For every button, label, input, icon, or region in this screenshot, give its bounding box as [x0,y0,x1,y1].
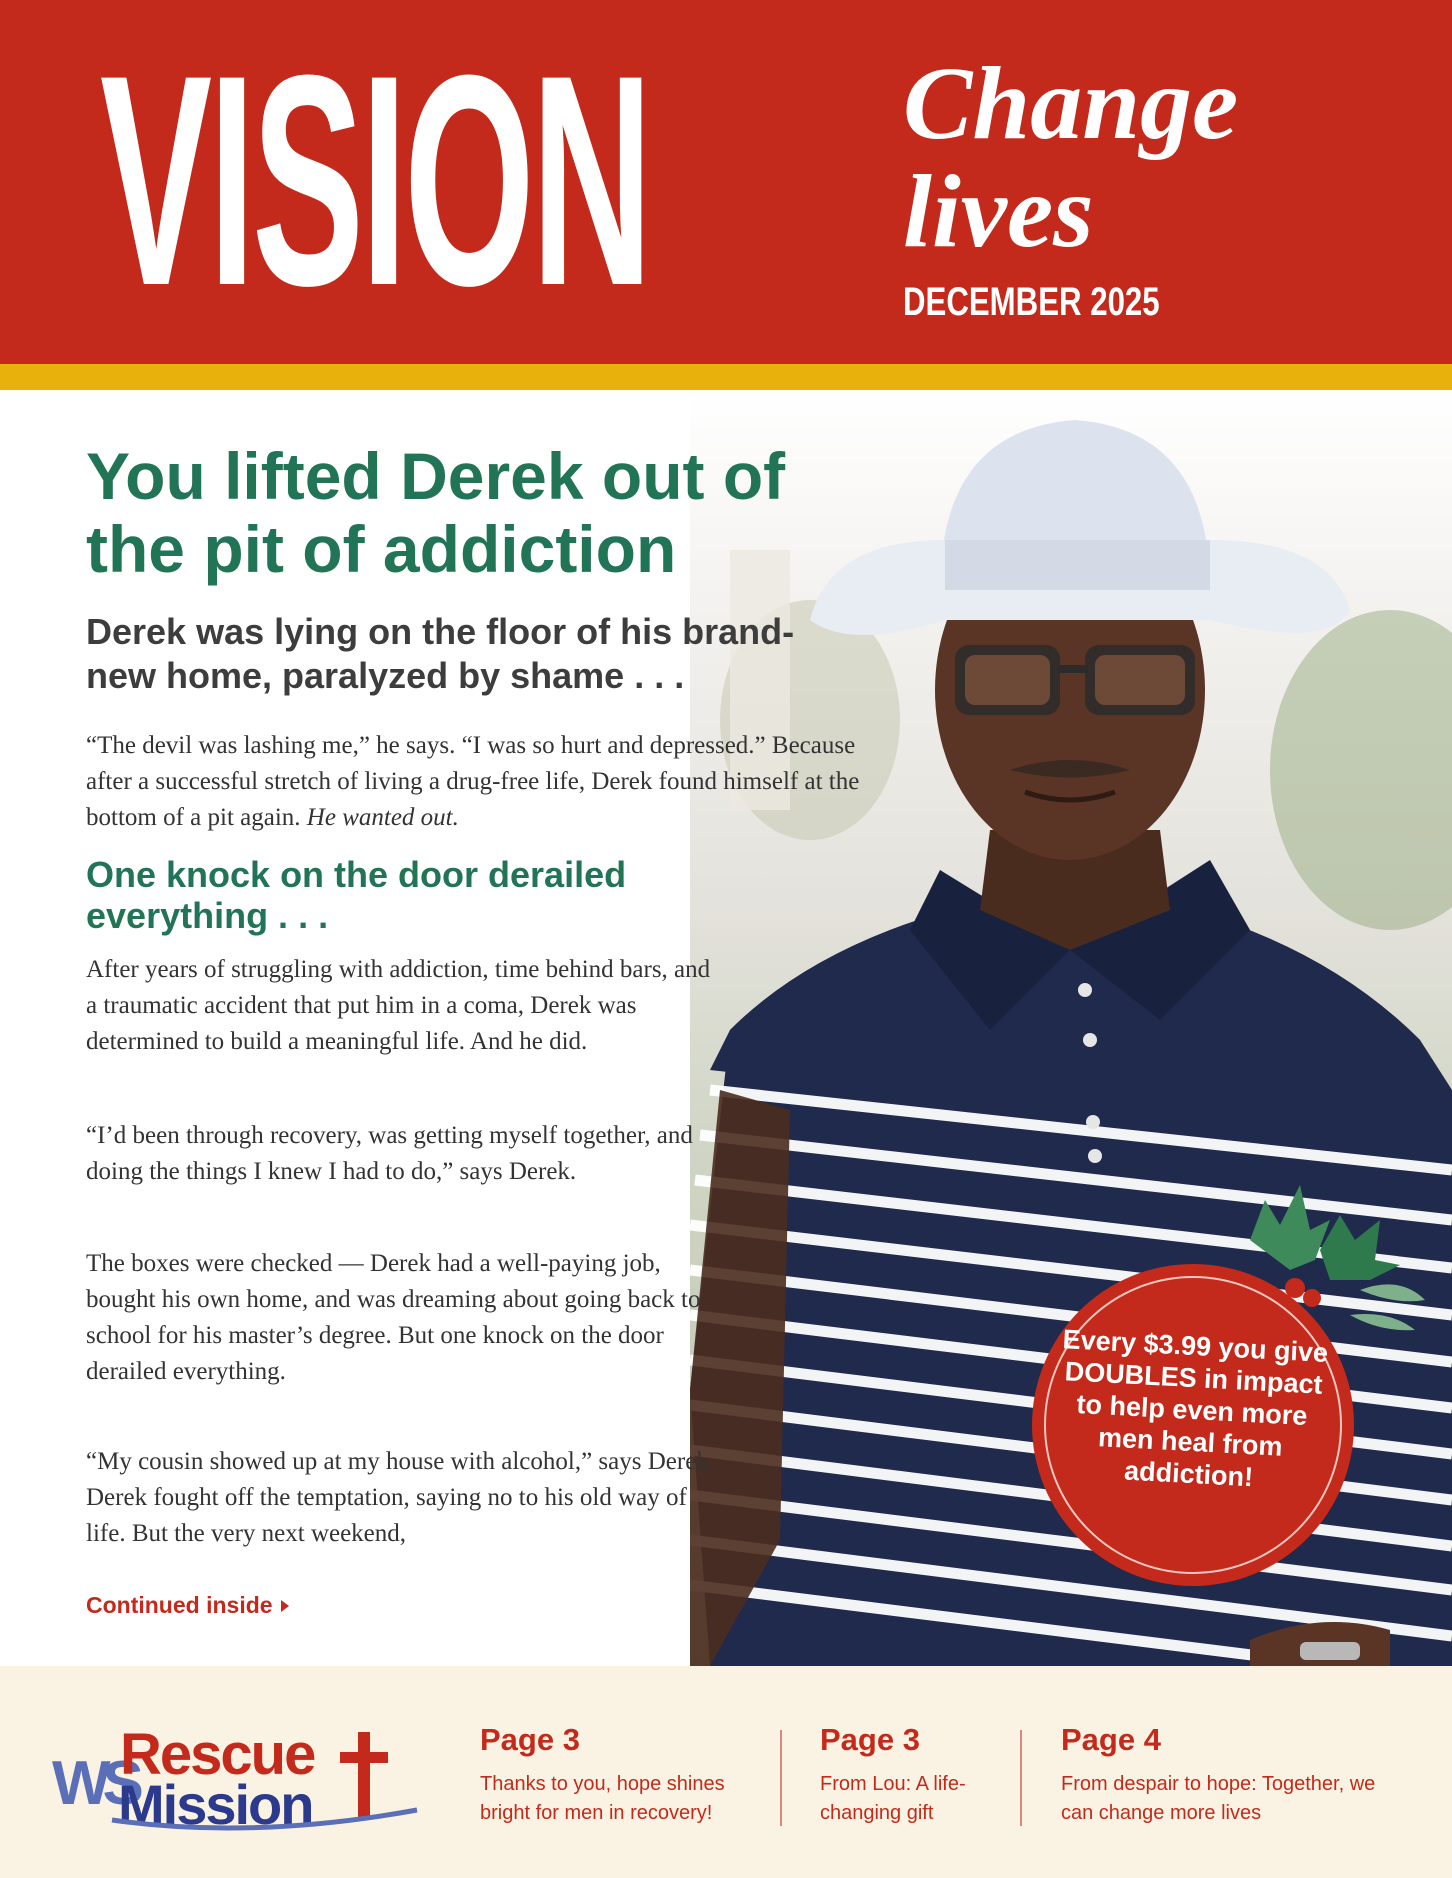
svg-text:Mission: Mission [118,1773,313,1832]
article-paragraph-5: “My cousin showed up at my house with alcohol,” says Derek. Derek fought off the temptation, saying no to his old way of life. But the very next weekend, [86,1448,716,1547]
article-paragraph-2: After years of struggling with addiction, time behind bars, and a traumatic accident that put him in a coma, Derek was determined to build a meaningful life. And he did. [86,956,711,1055]
triangle-right-icon [281,1600,289,1612]
article-headline: You lifted Derek out of the pit of addiction [86,439,786,586]
article-dek: Derek was lying on the floor of his brand-new home, paralyzed by shame . . . [86,611,795,696]
masthead-accent-bar [0,364,1452,390]
teaser-description: Thanks to you, hope shines bright for men in recovery! [480,1773,725,1824]
article-subhead: One knock on the door derailed everything . . . [86,854,627,936]
svg-text:Rescue: Rescue [120,1722,315,1787]
issue-date: DECEMBER 2025 [903,280,1160,324]
paragraph-1-text: “The devil was lashing me,” he says. “I was so hurt and depressed.” Because after a successful stretch of living a drug-free life, Derek found himself at the bottom of a pit again. [86,732,860,831]
teaser-page-4-despair[interactable] [1061,1722,1391,1828]
tagline-line1: Change [903,46,1239,161]
teaser-page-number: Page 3 [480,1722,580,1757]
teaser-page-number: Page 3 [820,1722,920,1757]
article-paragraph-3: “I’d been through recovery, was getting myself together, and doing the things I knew I had to do,” says Derek. [86,1122,693,1185]
newsletter-title: VISION [100,12,650,348]
continued-inside-link[interactable] [86,1592,289,1618]
continued-label: Continued inside [86,1592,273,1618]
article-paragraph-4: The boxes were checked — Derek had a well-paying job, bought his own home, and was dreaming about going back to school for his master’s degree. But one knock on the door derailed everything. [86,1250,701,1385]
article-paragraph-1 [86,728,886,836]
teaser-description: From despair to hope: Together, we can change more lives [1061,1773,1376,1824]
teaser-divider [780,1730,782,1826]
tagline-line2: lives [903,154,1094,269]
teaser-divider [1020,1730,1022,1826]
teaser-description: From Lou: A life-changing gift [820,1773,966,1824]
teaser-page-3-lou[interactable] [820,1722,1010,1828]
paragraph-1-italic: He wanted out. [306,804,459,831]
svg-text:WS: WS [52,1749,136,1818]
teaser-page-number: Page 4 [1061,1722,1161,1757]
rescue-mission-logo [52,1712,422,1832]
badge-text: Every $3.99 you give DOUBLES in impact to help even more men heal from addiction! [1061,1324,1329,1493]
teaser-page-3-hope[interactable] [480,1722,770,1828]
